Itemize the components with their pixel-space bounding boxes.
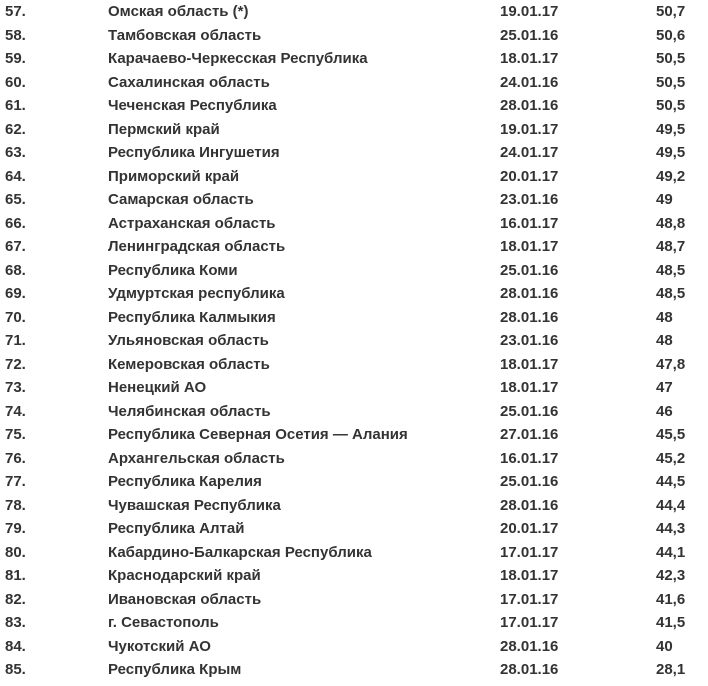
region-name: Кемеровская область <box>108 355 270 373</box>
row-value: 48,5 <box>656 285 686 302</box>
row-number: 75. <box>5 426 26 443</box>
table-row <box>0 470 708 494</box>
region-name: Карачаево-Черкесская Республика <box>108 50 368 67</box>
row-value: 50,5 <box>656 97 686 114</box>
row-date: 20.01.17 <box>500 520 559 537</box>
region-name: Кабардино-Балкарская Республика <box>108 543 372 561</box>
row-number: 68. <box>5 261 26 279</box>
row-date: 24.01.17 <box>500 144 559 161</box>
region-name: Ивановская область <box>108 590 262 608</box>
row-value: 44,1 <box>656 543 686 561</box>
row-date: 25.01.16 <box>500 26 559 44</box>
row-date: 28.01.16 <box>500 308 559 326</box>
region-name: Республика Калмыкия <box>108 308 276 326</box>
row-number: 70. <box>5 308 26 326</box>
row-date: 25.01.16 <box>500 402 559 420</box>
region-name: Ненецкий АО <box>108 379 207 396</box>
table-row <box>0 541 708 565</box>
row-number: 69. <box>5 285 26 302</box>
table-row <box>0 94 708 118</box>
row-date: 23.01.16 <box>500 191 559 208</box>
region-name: Республика Крым <box>108 661 242 678</box>
row-value: 47,8 <box>656 355 686 373</box>
row-number: 59. <box>5 50 26 67</box>
region-name: Чукотский АО <box>108 637 211 655</box>
row-number: 65. <box>5 191 26 208</box>
row-value: 40 <box>656 637 673 655</box>
table-row <box>0 306 708 330</box>
row-value: 49,5 <box>656 144 686 161</box>
region-name: Республика Коми <box>108 261 238 279</box>
row-number: 61. <box>5 97 26 114</box>
row-number: 81. <box>5 567 26 584</box>
row-number: 71. <box>5 332 26 349</box>
row-number: 76. <box>5 449 26 467</box>
table-row <box>0 141 708 165</box>
row-number: 79. <box>5 520 26 537</box>
region-name: Ленинградская область <box>108 238 286 255</box>
row-number: 73. <box>5 379 26 396</box>
row-date: 28.01.16 <box>500 285 559 302</box>
table-row <box>0 517 708 541</box>
region-name: Чеченская Республика <box>108 97 277 114</box>
row-value: 45,5 <box>656 426 686 443</box>
row-date: 25.01.16 <box>500 473 559 490</box>
row-date: 24.01.16 <box>500 73 559 91</box>
table-row <box>0 235 708 259</box>
row-value: 48,5 <box>656 261 686 279</box>
row-value: 41,6 <box>656 590 686 608</box>
row-value: 49,5 <box>656 120 686 138</box>
row-date: 19.01.17 <box>500 3 559 20</box>
region-name: Чувашская Республика <box>108 496 281 514</box>
table-row <box>0 564 708 588</box>
region-name: Тамбовская область <box>108 26 262 44</box>
row-number: 72. <box>5 355 26 373</box>
row-number: 77. <box>5 473 26 490</box>
table-row <box>0 635 708 659</box>
region-name: Астраханская область <box>108 214 276 232</box>
row-value: 48,7 <box>656 238 686 255</box>
row-value: 44,5 <box>656 473 686 490</box>
row-date: 16.01.17 <box>500 214 559 232</box>
table-row <box>0 658 708 682</box>
row-value: 48 <box>656 332 673 349</box>
row-date: 17.01.17 <box>500 590 559 608</box>
row-date: 19.01.17 <box>500 120 559 138</box>
row-date: 28.01.16 <box>500 661 559 678</box>
row-date: 18.01.17 <box>500 379 559 396</box>
region-name: Приморский край <box>108 167 240 185</box>
table-row <box>0 282 708 306</box>
row-value: 49 <box>656 191 673 208</box>
table-row <box>0 423 708 447</box>
row-date: 28.01.16 <box>500 97 559 114</box>
row-value: 44,3 <box>656 520 686 537</box>
region-name: Пермский край <box>108 120 220 138</box>
table-row <box>0 212 708 236</box>
row-number: 62. <box>5 120 26 138</box>
row-date: 20.01.17 <box>500 167 559 185</box>
row-number: 78. <box>5 496 26 514</box>
table-row <box>0 376 708 400</box>
table-row <box>0 329 708 353</box>
table-row <box>0 188 708 212</box>
region-name: Республика Карелия <box>108 473 262 490</box>
row-date: 18.01.17 <box>500 238 559 255</box>
row-value: 47 <box>656 379 673 396</box>
row-number: 67. <box>5 238 26 255</box>
row-number: 84. <box>5 637 26 655</box>
row-value: 45,2 <box>656 449 686 467</box>
row-date: 17.01.17 <box>500 614 559 631</box>
region-name: Удмуртская республика <box>108 285 285 302</box>
table-row <box>0 400 708 424</box>
table-row <box>0 588 708 612</box>
row-date: 16.01.17 <box>500 449 559 467</box>
row-value: 48,8 <box>656 214 686 232</box>
row-number: 80. <box>5 543 26 561</box>
row-number: 58. <box>5 26 26 44</box>
table-row <box>0 47 708 71</box>
row-number: 85. <box>5 661 26 678</box>
row-date: 27.01.16 <box>500 426 559 443</box>
region-name: Ульяновская область <box>108 332 269 349</box>
region-name: Омская область (*) <box>108 3 249 20</box>
region-name: Краснодарский край <box>108 567 261 584</box>
row-value: 50,6 <box>656 26 686 44</box>
table-row <box>0 494 708 518</box>
row-number: 60. <box>5 73 26 91</box>
row-value: 42,3 <box>656 567 686 584</box>
table-row <box>0 0 708 24</box>
region-name: Самарская область <box>108 191 254 208</box>
table-row <box>0 259 708 283</box>
row-value: 46 <box>656 402 673 420</box>
table-row <box>0 353 708 377</box>
row-date: 18.01.17 <box>500 50 559 67</box>
row-value: 49,2 <box>656 167 686 185</box>
row-value: 50,5 <box>656 73 686 91</box>
table-row <box>0 118 708 142</box>
row-value: 44,4 <box>656 496 686 514</box>
row-number: 57. <box>5 3 26 20</box>
row-date: 23.01.16 <box>500 332 559 349</box>
row-date: 28.01.16 <box>500 637 559 655</box>
row-date: 25.01.16 <box>500 261 559 279</box>
row-date: 28.01.16 <box>500 496 559 514</box>
row-number: 66. <box>5 214 26 232</box>
row-value: 50,7 <box>656 3 686 20</box>
region-name: Республика Ингушетия <box>108 144 280 161</box>
row-value: 28,1 <box>656 661 686 678</box>
row-number: 82. <box>5 590 26 608</box>
region-name: Сахалинская область <box>108 73 270 91</box>
row-value: 50,5 <box>656 50 686 67</box>
table-row <box>0 447 708 471</box>
row-date: 18.01.17 <box>500 567 559 584</box>
table-row <box>0 165 708 189</box>
table-row <box>0 611 708 635</box>
region-name: Республика Алтай <box>108 520 245 537</box>
region-name: Архангельская область <box>108 449 285 467</box>
region-name: Челябинская область <box>108 402 271 420</box>
row-number: 74. <box>5 402 26 420</box>
row-date: 17.01.17 <box>500 543 559 561</box>
row-value: 41,5 <box>656 614 686 631</box>
row-date: 18.01.17 <box>500 355 559 373</box>
row-value: 48 <box>656 308 673 326</box>
row-number: 63. <box>5 144 26 161</box>
region-name: г. Севастополь <box>108 614 219 631</box>
region-name: Республика Северная Осетия — Алания <box>108 426 408 443</box>
table-row <box>0 24 708 48</box>
row-number: 64. <box>5 167 26 185</box>
table-row <box>0 71 708 95</box>
row-number: 83. <box>5 614 26 631</box>
